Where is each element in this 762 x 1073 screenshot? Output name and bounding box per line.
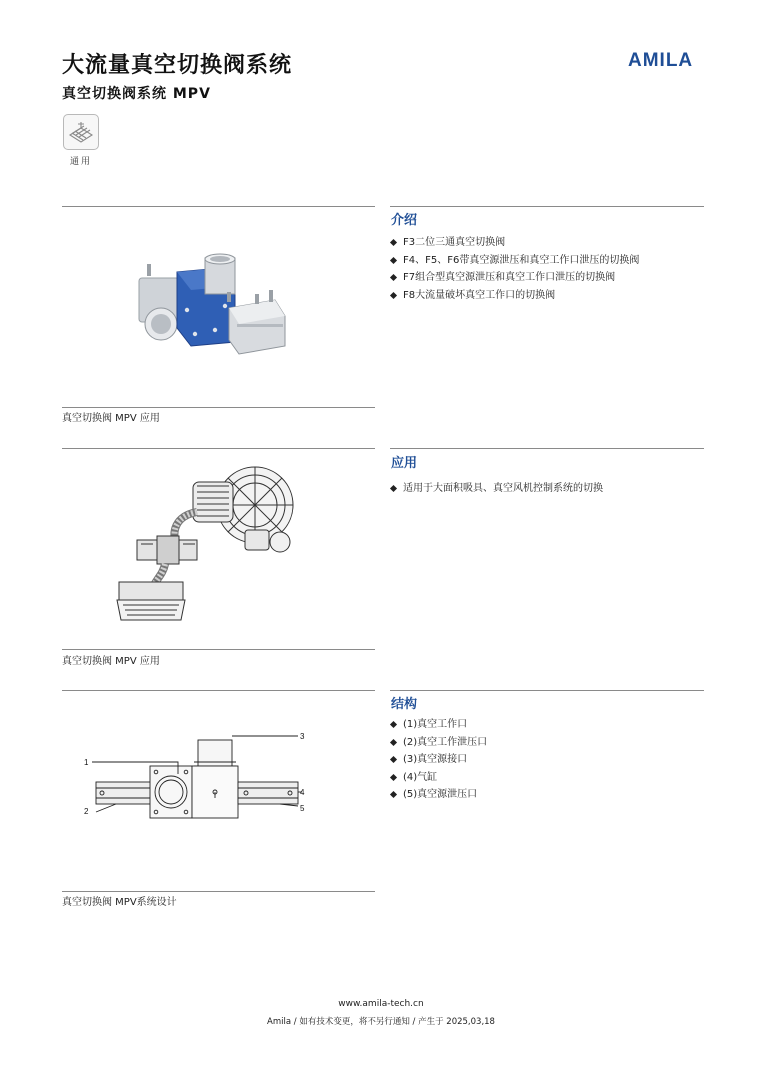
list-item: (5)真空源泄压口 <box>390 786 487 804</box>
figure-caption: 真空切换阀 MPV系统设计 <box>62 897 177 908</box>
figure-caption: 真空切换阀 MPV 应用 <box>62 413 160 424</box>
page-title: 大流量真空切换阀系统 <box>62 53 293 78</box>
intro-list <box>390 234 639 304</box>
list-item: (2)真空工作泄压口 <box>390 734 487 752</box>
divider <box>390 690 704 691</box>
divider <box>62 690 375 691</box>
list-item: F3二位三通真空切换阀 <box>390 234 639 252</box>
footer-url[interactable]: www.amila-tech.cn <box>338 999 424 1009</box>
section-heading-intro: 介绍 <box>391 213 418 228</box>
page-subtitle: 真空切换阀系统 MPV <box>62 86 211 102</box>
structure-diagram <box>80 726 310 826</box>
callout-5: 5 <box>300 804 305 813</box>
list-item: (3)真空源接口 <box>390 751 487 769</box>
callout-2: 2 <box>84 807 89 816</box>
list-item: (4)气缸 <box>390 769 487 787</box>
section-heading-structure: 结构 <box>391 697 418 712</box>
application-list <box>390 480 603 498</box>
divider <box>62 891 375 892</box>
badge-label: 通用 <box>69 157 92 167</box>
brand-logo: AMILA <box>628 50 694 71</box>
list-item: F4、F5、F6带真空源泄压和真空工作口泄压的切换阀 <box>390 252 639 270</box>
footer-note: Amila / 如有技术变更，将不另行通知 / 产生于 2025,03,18 <box>267 1017 495 1027</box>
list-item: (1)真空工作口 <box>390 716 487 734</box>
list-item: F8大流量破坏真空工作口的切换阀 <box>390 287 639 305</box>
list-item: F7组合型真空源泄压和真空工作口泄压的切换阀 <box>390 269 639 287</box>
divider <box>62 649 375 650</box>
divider <box>390 206 704 207</box>
divider <box>62 407 375 408</box>
divider <box>390 448 704 449</box>
valve-photo <box>125 250 295 370</box>
figure-caption: 真空切换阀 MPV 应用 <box>62 656 160 667</box>
structure-list <box>390 716 487 804</box>
callout-3: 3 <box>300 732 305 741</box>
divider <box>62 448 375 449</box>
application-drawing <box>105 460 315 630</box>
divider <box>62 206 375 207</box>
grid-workpiece-icon <box>63 114 99 150</box>
section-heading-application: 应用 <box>391 456 418 471</box>
callout-1: 1 <box>84 758 89 767</box>
callout-4: 4 <box>300 788 305 797</box>
list-item: 适用于大面积吸具、真空风机控制系统的切换 <box>390 480 603 498</box>
